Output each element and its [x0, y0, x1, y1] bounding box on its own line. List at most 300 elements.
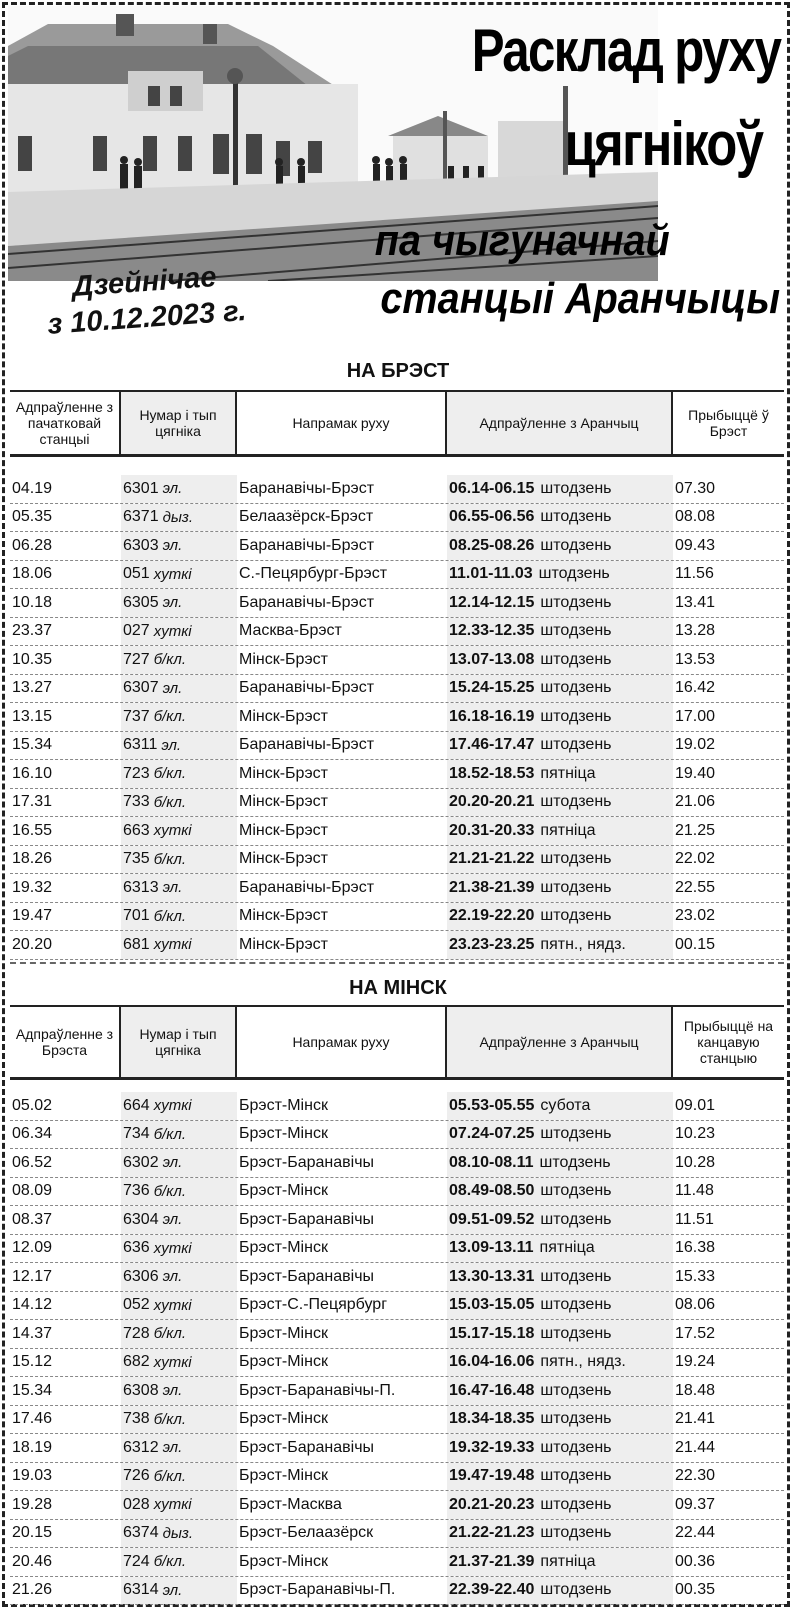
- start-time-cell-text: 10.35: [12, 650, 53, 668]
- train-number-cell-text: 6371: [123, 508, 159, 526]
- arrival-cell-text: 21.41: [675, 1410, 716, 1428]
- arrival-cell: [673, 532, 784, 560]
- table-row: [10, 618, 784, 647]
- table-row: [10, 1406, 784, 1435]
- train-number-cell: [121, 1520, 237, 1548]
- train-number-cell-text: эл.: [162, 1268, 183, 1286]
- departure-cell-text: 06.14-06.15: [449, 479, 535, 497]
- route-cell-text: Мінск-Брэст: [239, 850, 328, 868]
- route-cell-text: Брэст-Масква: [239, 1495, 342, 1513]
- departure-cell: [447, 874, 673, 902]
- departure-cell-text: штодзень: [540, 679, 612, 697]
- arrival-cell: [673, 1178, 784, 1206]
- departure-cell-text: штодзень: [540, 1125, 612, 1143]
- arrival-cell-text: 13.53: [675, 650, 716, 668]
- route-cell: [237, 589, 447, 617]
- route-cell-text: Брэст-Баранавічы: [239, 1153, 375, 1171]
- route-cell-text: Брэст-Мінск: [239, 1324, 328, 1342]
- departure-cell-text: штодзень: [540, 793, 612, 811]
- train-number-cell-text: эл.: [161, 736, 182, 754]
- train-number-cell-text: б/кл.: [153, 1125, 187, 1143]
- start-time-cell: [10, 504, 121, 532]
- arrival-cell-text: 11.56: [675, 565, 714, 583]
- train-number-cell-text: 6313: [123, 878, 159, 896]
- start-time-cell: [10, 1377, 121, 1405]
- start-time-cell-text: 20.15: [12, 1524, 53, 1542]
- departure-cell: [447, 532, 673, 560]
- route-cell-text: Брэст-Баранавічы: [239, 1210, 375, 1228]
- route-cell: [237, 675, 447, 703]
- table-row: [10, 931, 784, 960]
- departure-cell: [447, 618, 673, 646]
- train-number-cell-text: эл.: [162, 594, 183, 612]
- arrival-cell-text: 16.42: [675, 679, 716, 697]
- arrival-cell-text: 10.28: [675, 1153, 716, 1171]
- train-number-cell-text: хуткі: [153, 1296, 192, 1314]
- route-cell: [237, 532, 447, 560]
- route-cell: [237, 874, 447, 902]
- arrival-cell: [673, 1149, 784, 1177]
- route-cell-text: Брэст-Мінск: [239, 1182, 328, 1200]
- departure-cell-text: штодзень: [540, 1495, 612, 1513]
- train-number-cell: [121, 1263, 237, 1291]
- arrival-cell-text: 22.44: [675, 1524, 716, 1542]
- start-time-cell: [10, 1434, 121, 1462]
- train-number-cell: [121, 931, 237, 959]
- header-cell: Адпраўленне з Аранчыц: [447, 1007, 673, 1077]
- route-cell: [237, 760, 447, 788]
- train-number-cell-text: 728: [123, 1324, 150, 1342]
- route-cell: [237, 561, 447, 589]
- departure-cell-text: 20.21-20.23: [449, 1495, 535, 1513]
- table-row: [10, 903, 784, 932]
- departure-cell-text: 21.21-21.22: [449, 850, 535, 868]
- start-time-cell-text: 14.12: [12, 1296, 53, 1314]
- arrival-cell-text: 08.06: [675, 1296, 716, 1314]
- route-cell-text: Мінск-Брэст: [239, 707, 328, 725]
- departure-cell-text: пятніца: [540, 1552, 596, 1570]
- arrival-cell-text: 08.08: [675, 508, 716, 526]
- departure-cell-text: 06.55-06.56: [449, 508, 535, 526]
- train-number-cell-text: 6307: [123, 679, 159, 697]
- train-number-cell: [121, 1548, 237, 1576]
- train-number-cell-text: эл.: [162, 1382, 183, 1400]
- train-number-cell-text: б/кл.: [153, 1553, 187, 1571]
- arrival-cell: [673, 675, 784, 703]
- arrival-cell-text: 13.41: [675, 593, 716, 611]
- route-cell: [237, 1178, 447, 1206]
- departure-cell: [447, 646, 673, 674]
- departure-cell: [447, 1263, 673, 1291]
- train-number-cell-text: 027: [123, 622, 150, 640]
- departure-cell-text: штодзень: [540, 1438, 612, 1456]
- route-cell-text: Мінск-Брэст: [239, 764, 328, 782]
- departure-cell-text: 18.52-18.53: [449, 764, 535, 782]
- route-cell: [237, 1149, 447, 1177]
- train-number-cell-text: хуткі: [153, 936, 192, 954]
- train-number-cell-text: 736: [123, 1182, 150, 1200]
- train-number-cell-text: дыз.: [162, 508, 194, 526]
- route-cell-text: Брэст-Мінск: [239, 1125, 328, 1143]
- train-number-cell-text: 723: [123, 764, 150, 782]
- train-number-cell-text: хуткі: [153, 822, 192, 840]
- train-number-cell: [121, 618, 237, 646]
- train-number-cell-text: б/кл.: [153, 651, 187, 669]
- start-time-cell: [10, 817, 121, 845]
- valid-from-label: Дзейнічае: [71, 261, 218, 304]
- train-number-cell-text: б/кл.: [153, 850, 187, 868]
- start-time-cell: [10, 1263, 121, 1291]
- route-cell-text: Белаазёрск-Брэст: [239, 508, 374, 526]
- departure-cell: [447, 1320, 673, 1348]
- train-number-cell: [121, 1206, 237, 1234]
- route-cell-text: Брэст-Мінск: [239, 1239, 328, 1257]
- start-time-cell-text: 19.47: [12, 907, 53, 925]
- train-number-cell-text: б/кл.: [153, 1325, 187, 1343]
- train-number-cell-text: 734: [123, 1125, 150, 1143]
- departure-cell-text: штодзень: [540, 1267, 612, 1285]
- train-number-cell-text: б/кл.: [153, 1182, 187, 1200]
- start-time-cell-text: 19.28: [12, 1495, 53, 1513]
- route-cell-text: Брэст-Мінск: [239, 1096, 328, 1114]
- table-row: [10, 646, 784, 675]
- start-time-cell: [10, 1548, 121, 1576]
- departure-cell-text: штодзень: [540, 1210, 612, 1228]
- route-cell: [237, 903, 447, 931]
- arrival-cell: [673, 1092, 784, 1120]
- train-number-cell-text: 051: [123, 565, 150, 583]
- arrival-cell: [673, 1377, 784, 1405]
- route-cell: [237, 1434, 447, 1462]
- route-cell: [237, 1320, 447, 1348]
- section-divider: [10, 962, 784, 964]
- start-time-cell: [10, 1206, 121, 1234]
- arrival-cell: [673, 1206, 784, 1234]
- departure-cell-text: штодзень: [540, 1467, 612, 1485]
- train-number-cell: [121, 1491, 237, 1519]
- train-number-cell-text: б/кл.: [153, 907, 187, 925]
- train-number-cell-text: 738: [123, 1410, 150, 1428]
- start-time-cell-text: 16.55: [12, 821, 53, 839]
- train-number-cell-text: 664: [123, 1096, 150, 1114]
- departure-cell: [447, 931, 673, 959]
- route-cell: [237, 618, 447, 646]
- start-time-cell-text: 08.37: [12, 1210, 53, 1228]
- train-number-cell-text: 6302: [123, 1153, 159, 1171]
- route-cell-text: Брэст-Мінск: [239, 1410, 328, 1428]
- departure-cell: [447, 1406, 673, 1434]
- departure-cell: [447, 675, 673, 703]
- arrival-cell: [673, 846, 784, 874]
- arrival-cell: [673, 1320, 784, 1348]
- departure-cell-text: штодзень: [540, 1381, 612, 1399]
- train-number-cell: [121, 1149, 237, 1177]
- departure-cell-text: 21.38-21.39: [449, 878, 535, 896]
- start-time-cell: [10, 589, 121, 617]
- departure-cell-text: штодзень: [540, 1324, 612, 1342]
- train-number-cell-text: 6303: [123, 536, 159, 554]
- arrival-cell-text: 21.44: [675, 1438, 716, 1456]
- start-time-cell-text: 17.46: [12, 1410, 53, 1428]
- arrival-cell: [673, 589, 784, 617]
- departure-cell: [447, 1178, 673, 1206]
- arrival-cell: [673, 874, 784, 902]
- route-cell-text: Брэст-Баранавічы: [239, 1267, 375, 1285]
- route-cell-text: Брэст-Мінск: [239, 1552, 328, 1570]
- train-number-cell-text: 726: [123, 1467, 150, 1485]
- start-time-cell-text: 06.52: [12, 1153, 53, 1171]
- departure-cell-text: 21.37-21.39: [449, 1552, 535, 1570]
- route-cell: [237, 1206, 447, 1234]
- arrival-cell-text: 19.02: [675, 736, 716, 754]
- arrival-cell-text: 22.30: [675, 1467, 716, 1485]
- departure-cell: [447, 1092, 673, 1120]
- departure-cell: [447, 1520, 673, 1548]
- start-time-cell: [10, 703, 121, 731]
- train-number-cell-text: 737: [123, 707, 150, 725]
- departure-cell-text: штодзень: [540, 907, 612, 925]
- arrival-cell-text: 21.06: [675, 793, 716, 811]
- arrival-cell: [673, 703, 784, 731]
- departure-cell: [447, 1292, 673, 1320]
- departure-cell: [447, 817, 673, 845]
- start-time-cell: [10, 1149, 121, 1177]
- route-cell-text: Баранавічы-Брэст: [239, 479, 375, 497]
- arrival-cell-text: 00.36: [675, 1552, 716, 1570]
- route-cell: [237, 1092, 447, 1120]
- train-number-cell: [121, 675, 237, 703]
- train-number-cell-text: 028: [123, 1495, 150, 1513]
- departure-cell: [447, 1548, 673, 1576]
- start-time-cell-text: 05.35: [12, 508, 53, 526]
- table-row: [10, 1434, 784, 1463]
- departure-cell: [447, 903, 673, 931]
- train-number-cell-text: 6304: [123, 1210, 159, 1228]
- train-number-cell: [121, 589, 237, 617]
- start-time-cell-text: 15.34: [12, 736, 53, 754]
- arrival-cell: [673, 732, 784, 760]
- table-row: [10, 1263, 784, 1292]
- route-cell-text: Баранавічы-Брэст: [239, 679, 375, 697]
- route-cell-text: Мінск-Брэст: [239, 935, 328, 953]
- train-number-cell: [121, 1235, 237, 1263]
- departure-cell: [447, 789, 673, 817]
- header-cell: Адпраўленне з Аранчыц: [447, 392, 673, 454]
- departure-cell-text: 08.25-08.26: [449, 536, 535, 554]
- start-time-cell: [10, 874, 121, 902]
- table-row: [10, 1377, 784, 1406]
- start-time-cell: [10, 1178, 121, 1206]
- train-number-cell-text: 724: [123, 1552, 150, 1570]
- arrival-cell-text: 13.28: [675, 622, 716, 640]
- arrival-cell: [673, 1349, 784, 1377]
- departure-cell-text: субота: [540, 1096, 591, 1114]
- departure-cell-text: пятн., нядз.: [540, 935, 626, 953]
- departure-cell-text: 07.24-07.25: [449, 1125, 535, 1143]
- arrival-cell-text: 07.30: [675, 479, 716, 497]
- table-row: [10, 732, 784, 761]
- train-number-cell: [121, 1092, 237, 1120]
- route-cell-text: Баранавічы-Брэст: [239, 736, 375, 754]
- start-time-cell: [10, 532, 121, 560]
- departure-cell-text: штодзень: [540, 622, 612, 640]
- arrival-cell-text: 00.15: [675, 935, 716, 953]
- arrival-cell: [673, 1463, 784, 1491]
- train-number-cell-text: б/кл.: [153, 1467, 187, 1485]
- start-time-cell-text: 15.12: [12, 1353, 53, 1371]
- departure-cell-text: штодзень: [540, 508, 612, 526]
- route-cell-text: Брэст-Мінск: [239, 1467, 328, 1485]
- arrival-cell-text: 23.02: [675, 907, 716, 925]
- train-number-cell: [121, 475, 237, 503]
- table-row: [10, 1577, 784, 1606]
- train-number-cell-text: эл.: [162, 537, 183, 555]
- train-number-cell-text: 636: [123, 1239, 150, 1257]
- departure-cell: [447, 1491, 673, 1519]
- departure-cell-text: пятн., нядз.: [540, 1353, 626, 1371]
- table-row: [10, 1491, 784, 1520]
- departure-cell-text: 13.09-13.11: [449, 1239, 534, 1257]
- route-cell-text: Брэст-С.-Пецярбург: [239, 1296, 388, 1314]
- route-cell: [237, 475, 447, 503]
- train-number-cell: [121, 732, 237, 760]
- departure-cell: [447, 1235, 673, 1263]
- arrival-cell-text: 09.37: [675, 1495, 716, 1513]
- arrival-cell-text: 11.48: [675, 1182, 714, 1200]
- arrival-cell-text: 22.55: [675, 878, 716, 896]
- table-row: [10, 1178, 784, 1207]
- start-time-cell: [10, 1406, 121, 1434]
- start-time-cell-text: 06.28: [12, 536, 53, 554]
- route-cell: [237, 1491, 447, 1519]
- start-time-cell-text: 12.17: [12, 1267, 53, 1285]
- train-number-cell-text: 6308: [123, 1381, 159, 1399]
- table-row: [10, 846, 784, 875]
- start-time-cell-text: 19.03: [12, 1467, 53, 1485]
- departure-cell-text: пятніца: [540, 821, 596, 839]
- route-cell: [237, 646, 447, 674]
- arrival-cell-text: 00.35: [675, 1581, 716, 1599]
- train-number-cell-text: хуткі: [153, 565, 192, 583]
- route-cell-text: Мінск-Брэст: [239, 821, 328, 839]
- train-number-cell-text: б/кл.: [153, 793, 187, 811]
- train-number-cell-text: 6301: [123, 479, 159, 497]
- departure-cell-text: штодзень: [540, 1296, 612, 1314]
- departure-cell-text: 11.01-11.03: [449, 565, 533, 583]
- start-time-cell: [10, 618, 121, 646]
- route-cell: [237, 504, 447, 532]
- start-time-cell: [10, 1520, 121, 1548]
- arrival-cell-text: 15.33: [675, 1267, 716, 1285]
- subtitle-line1: па чыгуначнай: [375, 216, 670, 265]
- start-time-cell-text: 04.19: [12, 479, 53, 497]
- header-cell: Адпраўленне з Брэста: [10, 1007, 121, 1077]
- departure-cell: [447, 1349, 673, 1377]
- table-row: [10, 789, 784, 818]
- departure-cell: [447, 1463, 673, 1491]
- arrival-cell: [673, 1263, 784, 1291]
- route-cell-text: Масква-Брэст: [239, 622, 342, 640]
- departure-cell-text: штодзень: [540, 850, 612, 868]
- departure-cell-text: 12.33-12.35: [449, 622, 535, 640]
- start-time-cell-text: 18.19: [12, 1438, 53, 1456]
- subtitle-line2: станцыі Аранчыцы: [380, 274, 780, 323]
- arrival-cell: [673, 1520, 784, 1548]
- train-number-cell: [121, 1320, 237, 1348]
- train-number-cell: [121, 789, 237, 817]
- arrival-cell: [673, 1434, 784, 1462]
- arrival-cell: [673, 1235, 784, 1263]
- arrival-cell: [673, 931, 784, 959]
- header-cell: Прыбыццё на канцавую станцыю: [683, 1018, 774, 1066]
- valid-from-badge: [44, 257, 248, 343]
- route-cell-text: Брэст-Белаазёрск: [239, 1524, 374, 1542]
- arrival-cell: [673, 1121, 784, 1149]
- train-number-cell-text: эл.: [162, 480, 183, 498]
- arrival-cell-text: 18.48: [675, 1381, 716, 1399]
- departure-cell-text: штодзень: [540, 1410, 612, 1428]
- start-time-cell-text: 19.32: [12, 878, 53, 896]
- departure-cell-text: штодзень: [539, 1153, 611, 1171]
- start-time-cell: [10, 846, 121, 874]
- route-cell-text: Мінск-Брэст: [239, 793, 328, 811]
- arrival-cell-text: 21.25: [675, 821, 716, 839]
- train-number-cell-text: хуткі: [153, 1496, 192, 1514]
- start-time-cell-text: 17.31: [12, 793, 53, 811]
- departure-cell-text: 12.14-12.15: [449, 593, 535, 611]
- arrival-cell: [673, 1292, 784, 1320]
- table-row: [10, 589, 784, 618]
- arrival-cell: [673, 646, 784, 674]
- arrival-cell: [673, 561, 784, 589]
- departure-cell-text: штодзень: [538, 565, 610, 583]
- title-line2: цягнікоў: [564, 110, 762, 179]
- table-row: [10, 1520, 784, 1549]
- departure-cell-text: 08.10-08.11: [449, 1153, 534, 1171]
- table-row: [10, 1206, 784, 1235]
- arrival-cell: [673, 475, 784, 503]
- table-row: [10, 1235, 784, 1264]
- train-number-cell-text: хуткі: [153, 622, 192, 640]
- train-number-cell: [121, 903, 237, 931]
- departure-cell-text: пятніца: [539, 1239, 595, 1257]
- departure-cell-text: 05.53-05.55: [449, 1096, 535, 1114]
- table-row: [10, 1092, 784, 1121]
- train-number-cell-text: 6312: [123, 1438, 159, 1456]
- train-number-cell-text: 663: [123, 821, 150, 839]
- route-cell: [237, 846, 447, 874]
- route-cell-text: Брэст-Мінск: [239, 1353, 328, 1371]
- train-number-cell-text: хуткі: [153, 1239, 192, 1257]
- departure-cell-text: 13.30-13.31: [449, 1267, 535, 1285]
- route-cell-text: Баранавічы-Брэст: [239, 593, 375, 611]
- start-time-cell: [10, 475, 121, 503]
- start-time-cell-text: 20.46: [12, 1552, 53, 1570]
- train-number-cell-text: 727: [123, 650, 150, 668]
- train-number-cell: [121, 1377, 237, 1405]
- arrival-cell: [673, 760, 784, 788]
- section-title-minsk: НА МІНСК: [349, 977, 447, 999]
- arrival-cell-text: 09.01: [675, 1096, 716, 1114]
- route-cell: [237, 1235, 447, 1263]
- route-cell: [237, 1577, 447, 1605]
- departure-cell-text: 15.17-15.18: [449, 1324, 535, 1342]
- departure-cell-text: штодзень: [540, 1524, 612, 1542]
- start-time-cell: [10, 789, 121, 817]
- train-number-cell: [121, 703, 237, 731]
- departure-cell-text: штодзень: [540, 1581, 612, 1599]
- start-time-cell-text: 13.27: [12, 679, 53, 697]
